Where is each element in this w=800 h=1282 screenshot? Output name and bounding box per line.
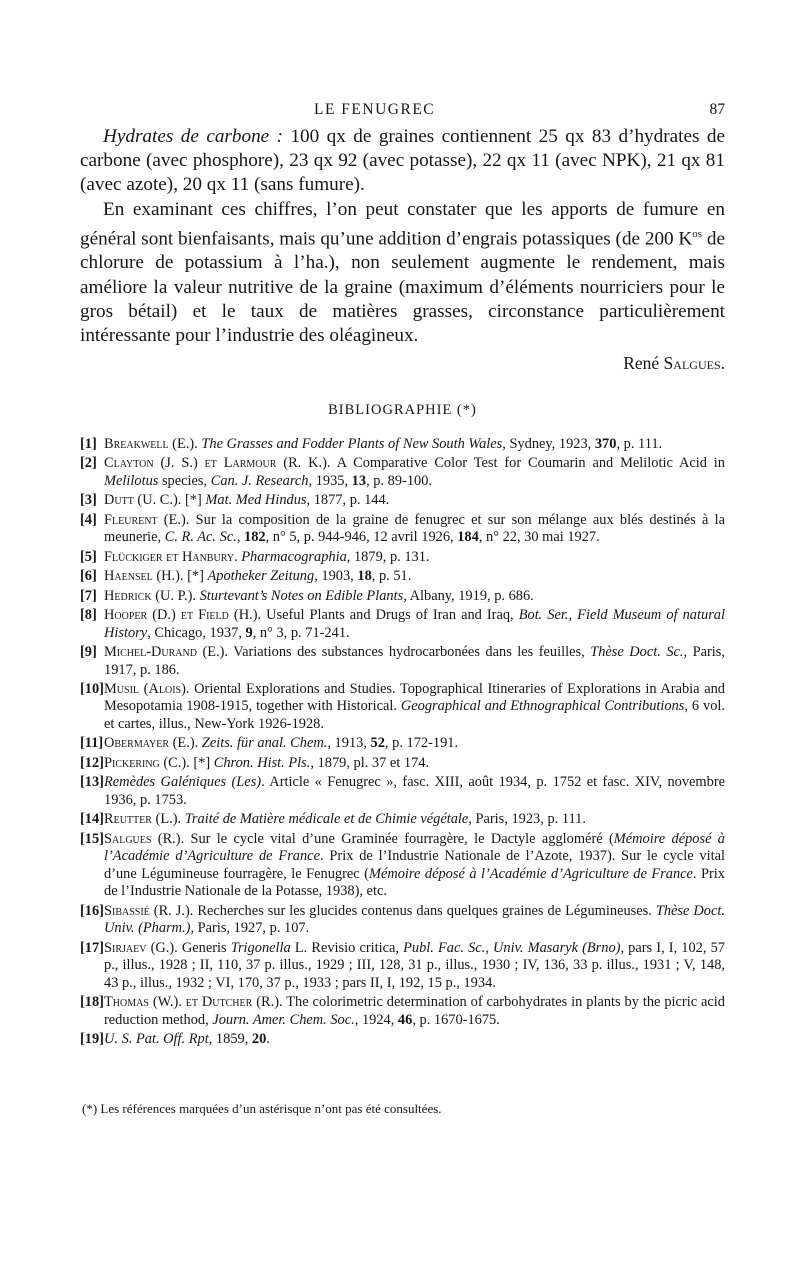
reference-number: [15] <box>80 830 104 847</box>
reference-title: Remèdes Galéniques (Les) <box>104 774 262 791</box>
reference-text: , 1913, <box>327 735 371 752</box>
reference-number: [1] <box>80 436 97 452</box>
page-number: 87 <box>709 101 725 118</box>
reference-text: Oriental Explorations and Studies. Topographical Itineraries of Explorations in Arabia and Mesopotamia 1908-1915, together with Historical. <box>104 680 725 715</box>
reference-text: , 1879, p. 131. <box>346 548 430 565</box>
reference-number: [8] <box>80 606 97 623</box>
reference-author: Obermayer (E.). <box>104 735 199 752</box>
reference-text: species, <box>158 472 211 489</box>
reference-entry <box>80 512 725 547</box>
reference-title: Sturtevant’s Notes on Edible Plants <box>199 587 404 604</box>
reference-text: . Prix de l’Industrie Nationale de l’Azote, 1937). Sur le cycle vital d’une Légumineuse fourragère, le Fenugrec ( <box>104 848 725 882</box>
reference-volume: 46 <box>397 1011 413 1028</box>
reference-text: , 1924, <box>354 1011 398 1028</box>
reference-text: , Chicago, 1937, <box>147 624 246 641</box>
reference-text: , <box>236 529 245 546</box>
reference-text: [*] <box>181 492 206 509</box>
reference-number: [10] <box>80 680 104 697</box>
reference-title: Geographical and Ethnographical Contributions <box>400 698 685 715</box>
paragraph-carbohydrates <box>80 125 725 198</box>
reference-entry <box>80 735 725 753</box>
reference-entry <box>80 940 725 993</box>
reference-text: . Prix de l’Industrie Nationale de la Potasse, 1938), etc. <box>104 865 725 900</box>
reference-entry <box>80 436 725 454</box>
paragraph-conclusion <box>80 198 725 349</box>
reference-text: [*] <box>183 568 208 585</box>
running-title: LE FENUGREC <box>314 101 436 118</box>
reference-number: [16] <box>80 902 104 919</box>
reference-entry <box>80 644 725 679</box>
reference-author: Breakwell (E.). <box>104 436 198 452</box>
reference-author: Hooper (D.) et Field (H.). <box>104 606 262 623</box>
reference-text: , p. 89-100. <box>366 472 433 489</box>
reference-entry <box>80 588 725 606</box>
reference-title: Thèse Doct. Univ. (Pharm.) <box>104 902 725 937</box>
reference-entry <box>80 549 725 567</box>
reference-volume: 9 <box>245 624 253 641</box>
reference-title: Mémoire déposé à l’Académie d’Agriculture de France <box>104 830 725 865</box>
reference-text: Recherches sur les glucides contenus dans quelques graines de Légumineuses. <box>193 902 656 919</box>
paragraph-text-b: de chlorure de potassium à l’ha.), non seulement augmente le rendement, mais améliore la valeur nutritive de la graine (maximum d’éléments nourriciers pour le gros bétail) et le taux de matières grasses, circonstance particulièrement intéressante pour l’industrie des oléagineux. <box>80 228 725 347</box>
reference-text: , 1879, pl. 37 et 174. <box>310 754 430 771</box>
reference-text: Sur la composition de la graine de fenugrec et sur son mélange aux blés destinés à la meunerie, <box>104 511 725 546</box>
reference-text: , Paris, 1917, p. 186. <box>104 643 725 678</box>
reference-text: Useful Plants and Drugs of Iran and Iraq, <box>261 606 519 623</box>
reference-author: Sirjaev (G.). <box>104 939 178 956</box>
reference-text: , Sydney, 1923, <box>502 436 595 452</box>
reference-number: [9] <box>80 643 97 660</box>
reference-author: Reutter (L.). <box>104 811 182 828</box>
reference-number: [3] <box>80 492 97 509</box>
reference-number: [17] <box>80 939 104 956</box>
reference-text: , 1877, p. 144. <box>306 492 390 509</box>
reference-number: [5] <box>80 548 97 565</box>
reference-text: , 1903, <box>314 568 358 585</box>
reference-number: [4] <box>80 511 97 528</box>
reference-title: Chron. Hist. Pls. <box>213 754 311 771</box>
reference-title: Apotheker Zeitung <box>207 568 315 585</box>
superscript: os <box>692 227 703 240</box>
signature-first-name: René <box>623 353 660 374</box>
reference-text: , p. 172-191. <box>384 735 459 752</box>
reference-text: , Paris, 1923, p. 111. <box>468 811 586 828</box>
reference-entry <box>80 774 725 809</box>
reference-number: [11] <box>80 735 104 752</box>
reference-text: The colorimetric determination of carbohydrates in plants by the picric acid reduction method, <box>104 994 725 1028</box>
paragraph-lead: Hydrates de carbone : <box>103 126 284 147</box>
reference-author: Fleurent (E.). <box>104 511 190 528</box>
reference-number: [7] <box>80 587 97 604</box>
reference-entry <box>80 1031 725 1049</box>
reference-text: , n° 3, p. 71-241. <box>252 624 350 641</box>
reference-title: Publ. Fac. Sc., Univ. Masaryk (Brno) <box>403 939 621 956</box>
reference-author: Sibassié (R. J.). <box>104 902 194 919</box>
reference-number: [18] <box>80 994 104 1011</box>
reference-text: , n° 5, p. 944-946, 12 avril 1926, <box>265 529 458 546</box>
reference-author: Salgues (R.). <box>104 830 185 847</box>
reference-author: Haensel (H.). <box>104 568 184 585</box>
reference-text: [*] <box>189 754 214 771</box>
reference-title: Zeits. für anal. Chem. <box>201 735 328 752</box>
reference-text: L. Revisio critica, <box>290 939 404 956</box>
reference-number: [6] <box>80 568 97 585</box>
reference-entry <box>80 811 725 829</box>
reference-title: Bot. Ser., Field Museum of natural History <box>104 606 725 641</box>
bibliography-list <box>80 436 725 1051</box>
reference-entry <box>80 568 725 586</box>
reference-volume: 184 <box>457 529 479 546</box>
reference-title: C. R. Ac. Sc. <box>164 529 237 546</box>
reference-text: , 6 vol. et cartes, illus., New-York 1926-1928. <box>104 698 725 733</box>
reference-author: Clayton (J. S.) et Larmour (R. K.). <box>104 455 331 472</box>
reference-volume: 52 <box>370 735 385 752</box>
reference-author: Musil (Alois). <box>104 680 190 697</box>
reference-title: Traité de Matière médicale et de Chimie végétale <box>184 811 469 828</box>
signature-last-name: Salgues. <box>663 353 725 374</box>
reference-author: Dutt (U. C.). <box>104 492 182 509</box>
reference-title: Journ. Amer. Chem. Soc. <box>212 1011 355 1028</box>
reference-title: Thèse Doct. Sc. <box>590 643 684 660</box>
reference-text: , p. 111. <box>616 436 663 452</box>
reference-title: Melilotus <box>104 472 159 489</box>
reference-text: Sur le cycle vital d’une Graminée fourragère, le Dactyle aggloméré ( <box>184 830 614 847</box>
paragraph-text: 100 qx de graines contiennent 25 qx 83 d’hydrates de carbone (avec phosphore), 23 qx 92 (avec potasse), 22 qx 11 (avec NPK), 21 qx 81 (avec azote), 20 qx 11 (sans fumure). <box>80 126 725 196</box>
reference-entry <box>80 607 725 642</box>
reference-text: Generis <box>177 939 231 956</box>
reference-text: , Albany, 1919, p. 686. <box>403 587 534 604</box>
reference-title: Can. J. Research <box>210 472 309 489</box>
reference-entry <box>80 831 725 901</box>
page-header <box>80 101 725 123</box>
reference-volume: 13 <box>351 472 367 489</box>
reference-number: [2] <box>80 455 97 472</box>
reference-volume: 20 <box>251 1031 267 1048</box>
reference-number: [14] <box>80 811 104 828</box>
reference-author: Thomas (W.). et Dutcher (R.). <box>104 994 283 1011</box>
reference-author: Hedrick (U. P.). <box>104 587 196 604</box>
paragraph-text-a: En examinant ces chiffres, l’on peut constater que les apports de fumure en général sont bienfaisants, mais qu’une addition d’engrais potassiques (de 200 K <box>80 198 725 250</box>
footnote: (*) Les références marquées d’un astérisque n’ont pas été consultées. <box>82 1101 442 1116</box>
reference-title: The Grasses and Fodder Plants of New South Wales <box>201 436 503 452</box>
reference-text: Variations des substances hydrocarbonées dans les feuilles, <box>228 643 591 660</box>
reference-entry <box>80 903 725 938</box>
reference-number: [13] <box>80 774 104 791</box>
reference-author: Michel-Durand (E.). <box>104 643 229 660</box>
reference-title: Mat. Med Hindus <box>205 492 307 509</box>
reference-author: Pickering (C.). <box>104 754 190 771</box>
reference-number: [19] <box>80 1031 104 1048</box>
reference-volume: 182 <box>244 529 266 546</box>
reference-entry <box>80 755 725 773</box>
reference-author: Flückiger et Hanbury. <box>104 548 238 565</box>
reference-volume: 18 <box>357 568 372 585</box>
reference-text: . <box>266 1031 270 1048</box>
reference-title: U. S. Pat. Off. Rpt <box>104 1031 209 1048</box>
reference-title: Trigonella <box>230 939 291 956</box>
reference-volume: 370 <box>594 436 617 452</box>
reference-number: [12] <box>80 754 104 771</box>
reference-title: Mémoire déposé à l’Académie d’Agriculture de France <box>368 865 693 882</box>
reference-text: , 1935, <box>308 472 352 489</box>
body-text <box>80 125 725 375</box>
reference-text: , p. 51. <box>371 568 412 585</box>
reference-entry <box>80 994 725 1029</box>
reference-entry <box>80 455 725 490</box>
bibliography-heading: BIBLIOGRAPHIE (*) <box>328 402 477 418</box>
reference-title: Pharmacographia <box>241 548 347 565</box>
reference-text: , n° 22, 30 mai 1927. <box>478 529 600 546</box>
reference-text: , 1859, <box>208 1031 252 1048</box>
reference-entry <box>80 681 725 734</box>
author-signature <box>80 351 725 375</box>
reference-entry <box>80 492 725 510</box>
reference-text: . Article « Fenugrec », fasc. XIII, août 1934, p. 1752 et fasc. XIV, novembre 1936, p. 1753. <box>104 774 725 808</box>
reference-text: A Comparative Color Test for Coumarin and Melilotic Acid in <box>330 455 725 472</box>
reference-text: , pars I, I, 102, 57 p., illus., 1928 ; II, 110, 37 p. illus., 1929 ; III, 128, 31 p., illus., 1930 ; IV, 136, 33 p. illus., 1931 ; V, 148, 43 p., illus., 1932 ; VI, 170, 37 p., 1933 ; pars II, I, 192, 15 p., 1934. <box>104 939 725 991</box>
reference-text: , p. 1670-1675. <box>412 1011 500 1028</box>
reference-text: , Paris, 1927, p. 107. <box>190 920 310 937</box>
